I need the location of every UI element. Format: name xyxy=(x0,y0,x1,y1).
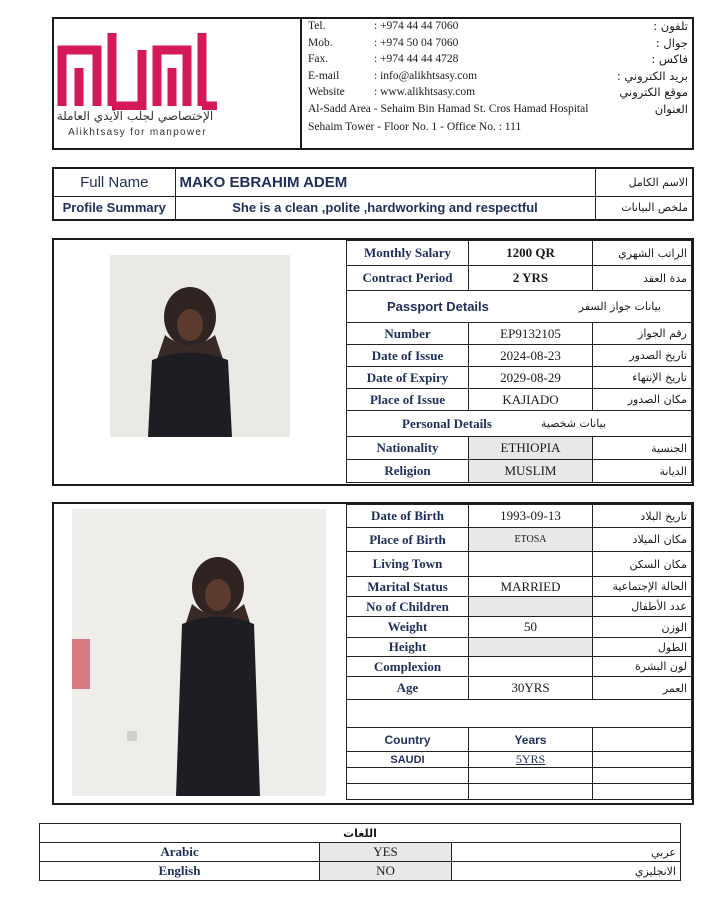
address-line-1: Al-Sadd Area - Sehaim Bin Hamad St. Cros Hamad Hospital xyxy=(308,102,589,115)
passport-header: Passport Details xyxy=(387,299,489,314)
full-name-value: MAKO EBRAHIM ADEM xyxy=(175,168,595,196)
marital-status-value: MARRIED xyxy=(469,577,593,597)
person-full-photo-icon xyxy=(72,509,326,796)
address-line-2: Sehaim Tower - Floor No. 1 - Office No. : 111 xyxy=(308,120,522,133)
contact-ar: العنوان xyxy=(654,101,688,116)
place-of-issue-ar: مكان الصدور xyxy=(593,389,692,411)
complexion-label: Complexion xyxy=(347,657,469,677)
experience-empty-row xyxy=(347,768,692,784)
children-ar: عدد الأطفال xyxy=(593,597,692,617)
nationality-row xyxy=(347,437,692,460)
contact-ar: موقع الكتروني xyxy=(619,85,688,100)
contact-ar: بريد الكتروني : xyxy=(616,68,688,83)
contact-row-email xyxy=(308,68,688,85)
age-row xyxy=(347,677,692,700)
age-value: 30YRS xyxy=(469,677,593,700)
weight-label: Weight xyxy=(347,617,469,638)
marital-status-ar: الحالة الإجتماعية xyxy=(593,577,692,597)
height-label: Height xyxy=(347,638,469,657)
age-label: Age xyxy=(347,677,469,700)
experience-empty-cell xyxy=(469,768,593,784)
issue-date-ar: تاريخ الصدور xyxy=(593,345,692,367)
age-ar: العمر xyxy=(593,677,692,700)
passport-number-row xyxy=(347,323,692,345)
experience-empty-cell xyxy=(593,728,692,752)
profile-summary-row xyxy=(53,196,693,220)
contact-row-tel xyxy=(308,18,688,35)
experience-empty-cell xyxy=(593,784,692,800)
language-english-ar: الانجليزي xyxy=(452,862,681,881)
experience-empty-cell xyxy=(593,752,692,768)
place-of-issue-row xyxy=(347,389,692,411)
contact-website-link[interactable]: : www.alikhtsasy.com xyxy=(374,86,476,99)
personal-header-row xyxy=(347,411,692,437)
contact-label: Website xyxy=(308,86,345,99)
language-arabic-ar: عربي xyxy=(452,843,681,862)
name-summary-table xyxy=(52,167,694,221)
contact-ar: جوال : xyxy=(655,35,688,50)
experience-empty-cell xyxy=(347,768,469,784)
expiry-date-label: Date of Expiry xyxy=(347,367,469,389)
contract-ar: مدة العقد xyxy=(593,266,692,291)
dob-label: Date of Birth xyxy=(347,505,469,528)
personal-header: Personal Details xyxy=(402,416,492,431)
complexion-value xyxy=(469,657,593,677)
issue-date-value: 2024-08-23 xyxy=(469,345,593,367)
person-photo-icon xyxy=(110,255,290,437)
section-2-table xyxy=(346,504,692,800)
header-divider xyxy=(300,17,302,150)
experience-row xyxy=(347,752,692,768)
full-name-label: Full Name xyxy=(53,168,175,196)
language-row-arabic xyxy=(40,843,681,862)
height-value xyxy=(469,638,593,657)
passport-number-ar: رقم الجواز xyxy=(593,323,692,345)
contact-email-link[interactable]: : info@alikhtsasy.com xyxy=(374,69,478,82)
weight-value: 50 xyxy=(469,617,593,638)
profile-summary-label: Profile Summary xyxy=(53,196,175,220)
religion-label: Religion xyxy=(347,460,469,483)
nationality-ar: الجنسية xyxy=(593,437,692,460)
experience-empty-row xyxy=(347,784,692,800)
language-english-label: English xyxy=(40,862,320,881)
height-row xyxy=(347,638,692,657)
contact-label: Fax. xyxy=(308,53,329,66)
salary-label: Monthly Salary xyxy=(347,241,469,266)
nationality-label: Nationality xyxy=(347,437,469,460)
profile-summary-ar: ملخص البيانات xyxy=(595,196,693,220)
complexion-ar: لون البشرة xyxy=(593,657,692,677)
weight-row xyxy=(347,617,692,638)
issue-date-label: Date of Issue xyxy=(347,345,469,367)
worker-photo-portrait xyxy=(110,255,290,437)
place-of-birth-label: Place of Birth xyxy=(347,528,469,552)
place-of-birth-value: ETOSA xyxy=(469,528,593,552)
dob-ar: تاريخ البلاد xyxy=(593,505,692,528)
contact-ar: فاكس : xyxy=(651,52,688,67)
passport-number-value: EP9132105 xyxy=(469,323,593,345)
language-arabic-value: YES xyxy=(320,843,452,862)
personal-header-cell xyxy=(347,411,692,437)
contact-value: : +974 44 44 4728 xyxy=(374,53,459,66)
contract-value: 2 YRS xyxy=(469,266,593,291)
experience-years: 5YRS xyxy=(469,752,593,768)
complexion-row xyxy=(347,657,692,677)
expiry-date-ar: تاريخ الإنتهاء xyxy=(593,367,692,389)
salary-row xyxy=(347,241,692,266)
place-of-birth-ar: مكان الميلاد xyxy=(593,528,692,552)
language-english-value: NO xyxy=(320,862,452,881)
contact-block xyxy=(308,18,688,134)
contact-value: : +974 44 44 7060 xyxy=(374,20,459,33)
contact-value: : +974 50 04 7060 xyxy=(374,36,459,49)
children-label: No of Children xyxy=(347,597,469,617)
contact-row-address xyxy=(308,101,688,118)
living-town-row xyxy=(347,552,692,577)
salary-ar: الراتب الشهري xyxy=(593,241,692,266)
language-row-english xyxy=(40,862,681,881)
logo-english-text: Alikhtsasy for manpower xyxy=(68,127,207,138)
living-town-label: Living Town xyxy=(347,552,469,577)
nationality-value: ETHIOPIA xyxy=(469,437,593,460)
contact-row-mob xyxy=(308,35,688,52)
contact-label: Tel. xyxy=(308,20,326,33)
experience-country: SAUDI xyxy=(347,752,469,768)
personal-header-ar: بيانات شخصية xyxy=(540,417,606,430)
dob-row xyxy=(347,505,692,528)
languages-header-ar: اللغات xyxy=(40,824,681,843)
passport-number-label: Number xyxy=(347,323,469,345)
dob-value: 1993-09-13 xyxy=(469,505,593,528)
place-of-issue-label: Place of Issue xyxy=(347,389,469,411)
living-town-value xyxy=(469,552,593,577)
full-name-ar: الاسم الكامل xyxy=(595,168,693,196)
contact-row-fax xyxy=(308,51,688,68)
experience-years-header: Years xyxy=(469,728,593,752)
experience-country-header: Country xyxy=(347,728,469,752)
language-arabic-label: Arabic xyxy=(40,843,320,862)
passport-header-cell xyxy=(347,291,692,323)
marital-status-row xyxy=(347,577,692,597)
issue-date-row xyxy=(347,345,692,367)
section-1-table xyxy=(346,240,692,483)
living-town-ar: مكان السكن xyxy=(593,552,692,577)
logo-arabic-text: الإختصاصي لجلب الأيدي العاملة xyxy=(56,109,214,123)
contact-row-website xyxy=(308,84,688,101)
contact-ar: تلفون : xyxy=(653,19,688,34)
passport-header-ar: بيانات جواز السفر xyxy=(578,300,661,313)
languages-header-row xyxy=(40,824,681,843)
experience-empty-cell xyxy=(593,768,692,784)
religion-row xyxy=(347,460,692,483)
children-value xyxy=(469,597,593,617)
contact-row-address2 xyxy=(308,117,688,134)
contact-label: Mob. xyxy=(308,36,333,49)
weight-ar: الوزن xyxy=(593,617,692,638)
place-of-birth-row xyxy=(347,528,692,552)
experience-empty-cell xyxy=(469,784,593,800)
marital-status-label: Marital Status xyxy=(347,577,469,597)
languages-table xyxy=(39,823,681,881)
religion-ar: الديانة xyxy=(593,460,692,483)
expiry-date-value: 2029-08-29 xyxy=(469,367,593,389)
children-row xyxy=(347,597,692,617)
contact-label: E-mail xyxy=(308,69,340,82)
logo-mark-icon xyxy=(57,28,222,110)
worker-photo-full xyxy=(72,509,326,796)
expiry-date-row xyxy=(347,367,692,389)
experience-header-row xyxy=(347,728,692,752)
profile-summary-value: She is a clean ,polite ,hardworking and respectful xyxy=(175,196,595,220)
full-name-row xyxy=(53,168,693,196)
religion-value: MUSLIM xyxy=(469,460,593,483)
contract-row xyxy=(347,266,692,291)
passport-header-row xyxy=(347,291,692,323)
salary-value: 1200 QR xyxy=(469,241,593,266)
height-ar: الطول xyxy=(593,638,692,657)
contract-label: Contract Period xyxy=(347,266,469,291)
spacer-row xyxy=(347,700,692,728)
place-of-issue-value: KAJIADO xyxy=(469,389,593,411)
spacer-cell xyxy=(347,700,692,728)
experience-empty-cell xyxy=(347,784,469,800)
company-logo xyxy=(55,24,295,146)
